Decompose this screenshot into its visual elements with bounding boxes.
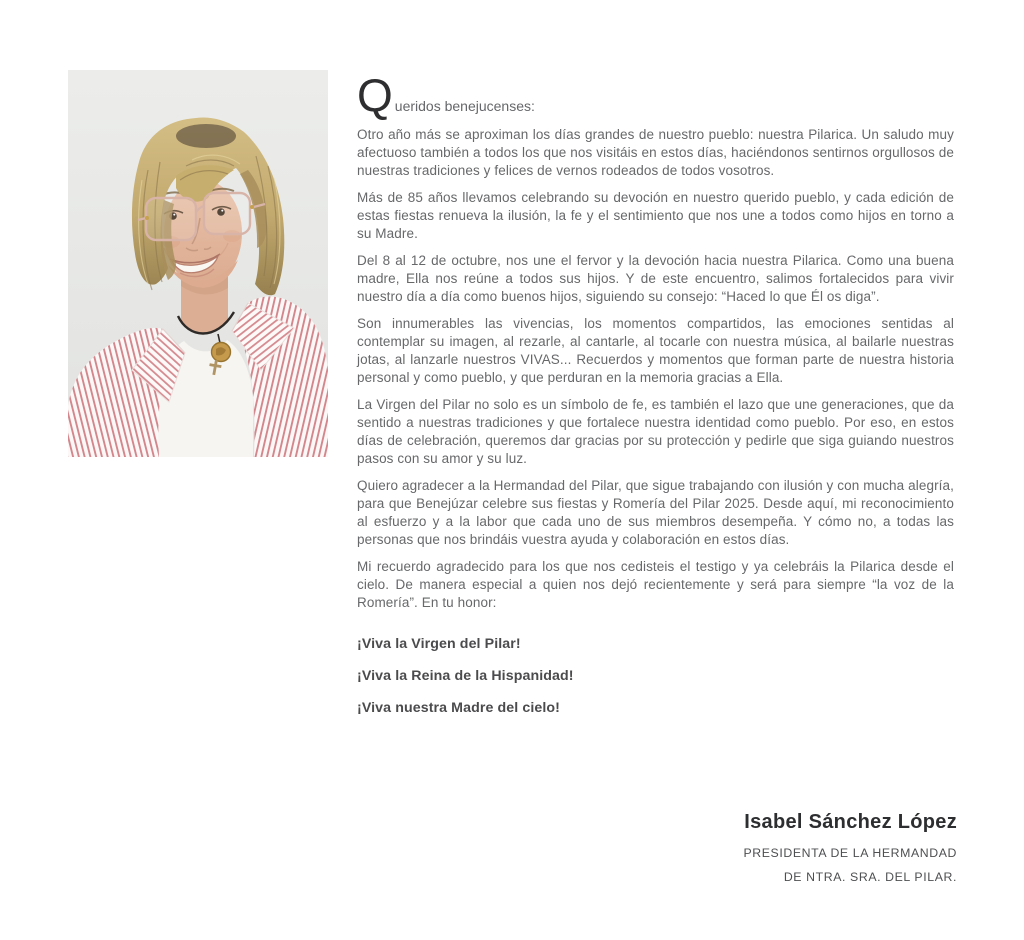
letter-body xyxy=(357,70,954,731)
paragraph-7: Mi recuerdo agradecido para los que nos cedisteis el testigo y ya celebráis la Pilarica desde el cielo. De manera especial a quien nos dejó recientemente y será para siempre “la voz de la Romería”. En tu honor: xyxy=(357,559,954,610)
viva-line-3: ¡Viva nuestra Madre del cielo! xyxy=(357,700,561,716)
portrait-illustration xyxy=(68,70,328,457)
paragraph-1: Otro año más se aproximan los días grandes de nuestro pueblo: nuestra Pilarica. Un saludo muy afectuoso también a todos los que nos visitáis en estos días, haciéndonos sentirnos orgullosos de nuestras tradiciones y felices de vernos rodeados de todos vosotros. xyxy=(357,127,954,178)
signature-title-line-2: DE NTRA. SRA. DEL PILAR. xyxy=(783,870,957,884)
paragraph-3: Del 8 al 12 de octubre, nos une el fervor y la devoción hacia nuestra Pilarica. Como una buena madre, Ella nos reúne a todos sus hijos. Y de este encuentro, salimos fortalecidos para vivir nuestro día a día como buenos hijos, siguiendo su consejo: “Haced lo que Él os diga”. xyxy=(357,253,954,304)
viva-line-2: ¡Viva la Reina de la Hispanidad! xyxy=(357,668,574,684)
salutation-text: ueridos benejucenses: xyxy=(394,98,535,114)
signature-block xyxy=(743,811,957,889)
dropcap-q: Q xyxy=(357,69,393,121)
salutation xyxy=(357,70,954,120)
paragraph-6: Quiero agradecer a la Hermandad del Pilar, que sigue trabajando con ilusión y con mucha alegría, para que Benejúzar celebre sus fiestas y Romería del Pilar 2025. Desde aquí, mi reconocimiento al esfuerzo y a la labor que cada uno de sus miembros desempeña. Y cómo no, a todas las personas que nos brindáis vuestra ayuda y colaboración en estos días. xyxy=(357,478,954,547)
viva-exclamations xyxy=(357,635,954,717)
paragraph-5: La Virgen del Pilar no solo es un símbolo de fe, es también el lazo que une generaciones, que da sentido a nuestras tradiciones y que fortalece nuestra identidad como pueblo. Por eso, en estos días de celebración, queremos dar gracias por su protección y pedirle que siga guiando nuestros pasos con su amor y su luz. xyxy=(357,397,954,466)
paragraph-4: Son innumerables las vivencias, los momentos compartidos, las emociones sentidas al contemplar su imagen, al rezarle, al cantarle, al tocarle con nuestra música, al bailarle nuestras jotas, al lanzarle nuestros VIVAS... Recuerdos y momentos que forman parte de nuestra historia personal y como pueblo, y que perduran en la memoria gracias a Ella. xyxy=(357,316,954,385)
viva-line-1: ¡Viva la Virgen del Pilar! xyxy=(357,636,521,652)
signature-title-line-1: PRESIDENTA DE LA HERMANDAD xyxy=(743,846,957,860)
paragraph-2: Más de 85 años llevamos celebrando su devoción en nuestro querido pueblo, y cada edición de estas fiestas renueva la ilusión, la fe y el sentimiento que nos une a todos como hijos en torno a su Madre. xyxy=(357,190,954,241)
portrait-photo xyxy=(68,70,328,457)
signature-name: Isabel Sánchez López xyxy=(744,811,957,833)
